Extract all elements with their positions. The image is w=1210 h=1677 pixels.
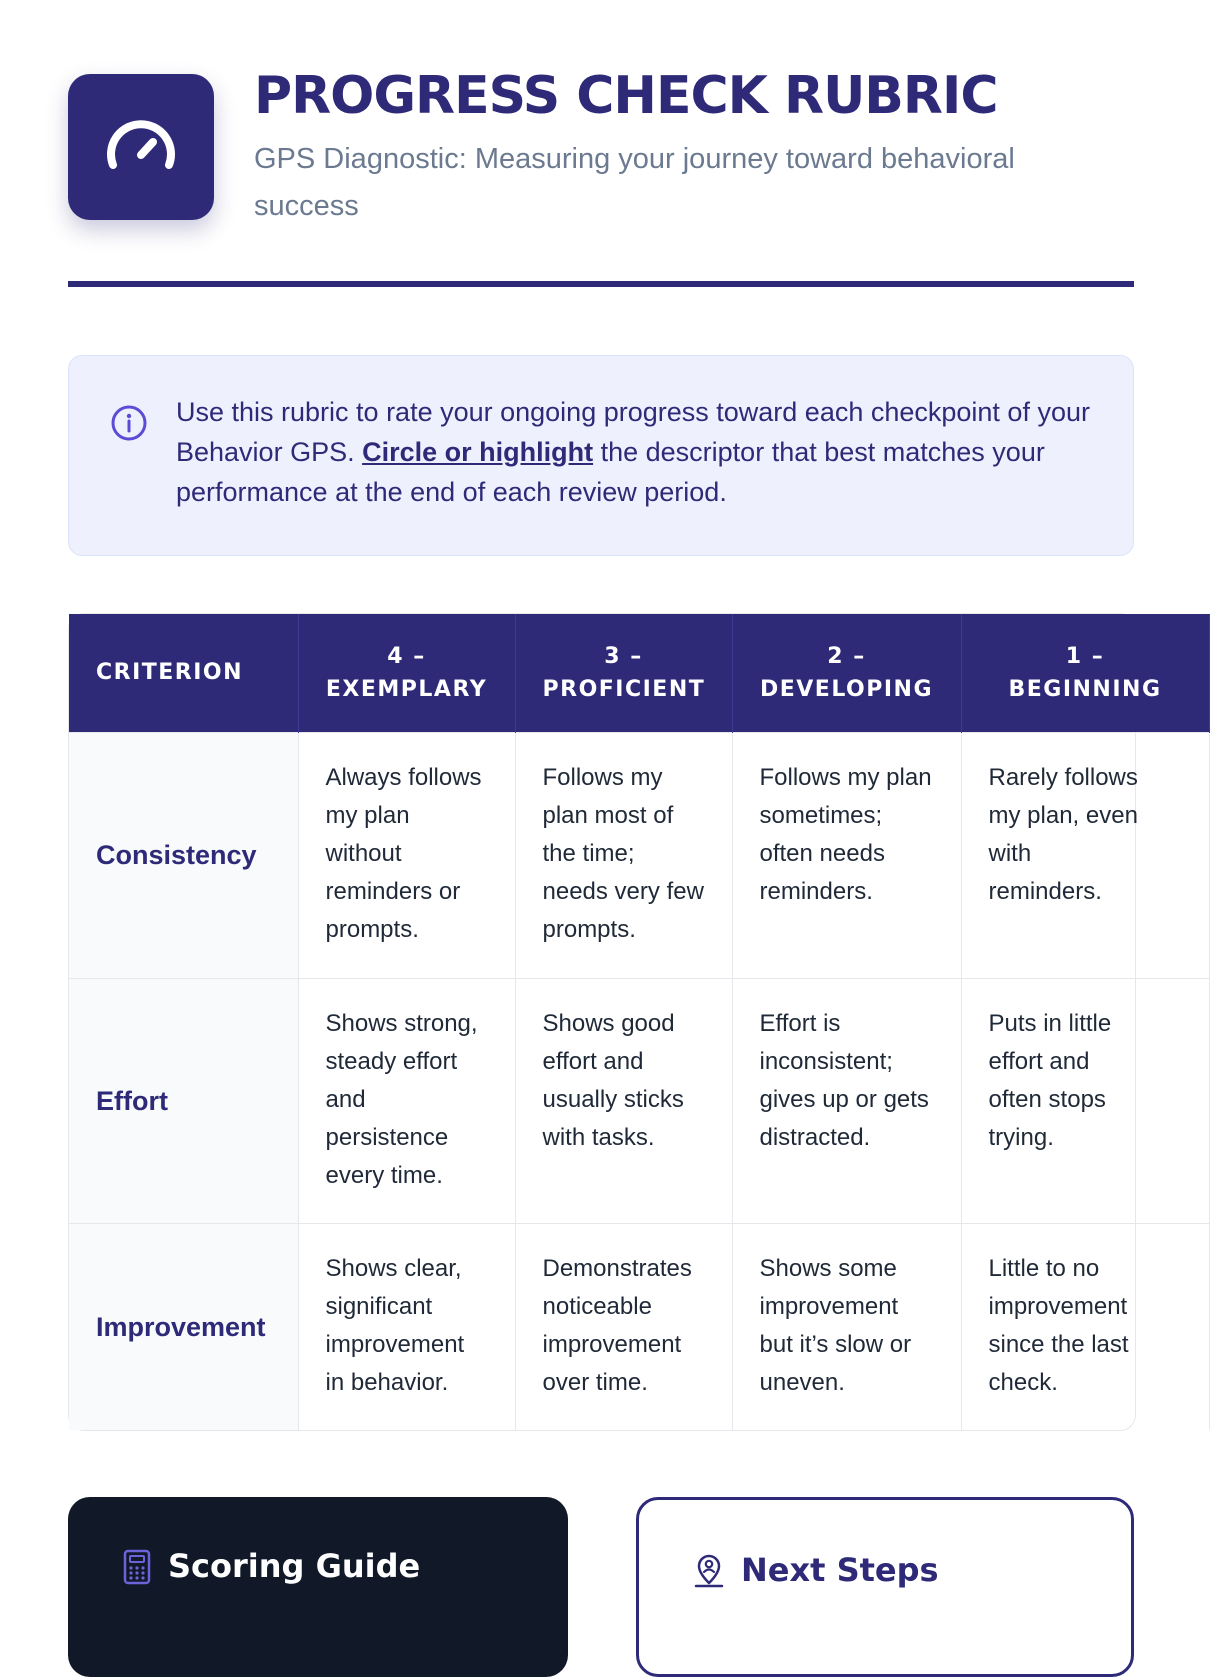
descriptor-text: Follows my plan most of the time; needs very few prompts. xyxy=(542,763,704,943)
descriptor-cell[interactable] xyxy=(298,732,515,978)
column-header-criterion: CRITERION xyxy=(69,614,298,732)
column-level: BEGINNING xyxy=(1008,676,1162,702)
column-score: 2 – xyxy=(827,643,866,669)
descriptor-text: Shows some improvement but it’s slow or uneven. xyxy=(759,1254,912,1396)
column-header-exemplary xyxy=(298,614,515,732)
rubric-table-container xyxy=(68,613,1162,1431)
descriptor-text: Rarely follows my plan, even with reminders. xyxy=(988,763,1138,905)
descriptor-text: Shows strong, steady effort and persistence every time. xyxy=(325,1009,478,1189)
descriptor-text: Shows good effort and usually sticks with tasks. xyxy=(542,1009,684,1151)
instructions-highlight: Circle or highlight xyxy=(362,437,594,467)
gauge-icon xyxy=(101,107,181,187)
descriptor-text: Effort is inconsistent; gives up or gets distracted. xyxy=(759,1009,929,1151)
descriptor-cell[interactable] xyxy=(732,732,961,978)
descriptor-text: Puts in little effort and often stops trying. xyxy=(988,1009,1112,1151)
instructions-callout xyxy=(68,355,1134,556)
descriptor-cell[interactable] xyxy=(732,1223,961,1430)
column-header-developing xyxy=(732,614,961,732)
descriptor-cell[interactable] xyxy=(961,1223,1209,1430)
descriptor-cell[interactable] xyxy=(732,978,961,1223)
map-pin-user-icon xyxy=(692,1552,726,1588)
table-row xyxy=(69,1223,1209,1430)
scoring-guide-card xyxy=(68,1497,568,1677)
descriptor-text: Always follows my plan without reminders or prompts. xyxy=(325,763,482,943)
criterion-cell: Consistency xyxy=(69,732,298,978)
descriptor-cell[interactable] xyxy=(961,732,1209,978)
descriptor-cell[interactable] xyxy=(515,1223,732,1430)
instructions-text-end: the descriptor that best matches your performance at the end of each review period. xyxy=(176,437,1045,507)
criterion-cell: Effort xyxy=(69,978,298,1223)
descriptor-cell[interactable] xyxy=(298,978,515,1223)
descriptor-text: Follows my plan sometimes; often needs reminders. xyxy=(759,763,932,905)
gauge-logo xyxy=(68,74,214,220)
scoring-guide-title: Scoring Guide xyxy=(168,1547,421,1585)
column-header-proficient xyxy=(515,614,732,732)
calculator-icon xyxy=(121,1549,153,1585)
table-row xyxy=(69,732,1209,978)
table-row xyxy=(69,978,1209,1223)
column-header-beginning xyxy=(961,614,1209,732)
page-title: PROGRESS CHECK RUBRIC xyxy=(254,66,998,126)
column-score: 1 – xyxy=(1065,643,1105,669)
info-circle-icon xyxy=(110,404,148,442)
descriptor-cell[interactable] xyxy=(515,732,732,978)
instructions-text xyxy=(176,392,1096,512)
column-level: PROFICIENT xyxy=(542,676,706,702)
descriptor-text: Little to no improvement since the last check. xyxy=(988,1254,1129,1396)
header-divider xyxy=(68,281,1134,287)
next-steps-card xyxy=(636,1497,1134,1677)
column-level: DEVELOPING xyxy=(759,676,934,702)
criterion-cell: Improvement xyxy=(69,1223,298,1430)
table-header-row xyxy=(69,614,1209,732)
column-score: 4 – xyxy=(387,643,426,669)
column-score: 3 – xyxy=(604,643,643,669)
descriptor-cell[interactable] xyxy=(298,1223,515,1430)
descriptor-cell[interactable] xyxy=(515,978,732,1223)
instructions-text-start: Use this rubric to rate your ongoing progress toward each checkpoint of your Behavior GPS. xyxy=(176,397,1090,467)
column-level: EXEMPLARY xyxy=(325,676,488,702)
descriptor-text: Demonstrates noticeable improvement over time. xyxy=(542,1254,692,1396)
rubric-table xyxy=(69,614,1210,1430)
page-subtitle: GPS Diagnostic: Measuring your journey toward behavioral success xyxy=(254,143,1015,222)
next-steps-title: Next Steps xyxy=(741,1551,939,1589)
descriptor-text: Shows clear, significant improvement in behavior. xyxy=(325,1254,465,1396)
descriptor-cell[interactable] xyxy=(961,978,1209,1223)
